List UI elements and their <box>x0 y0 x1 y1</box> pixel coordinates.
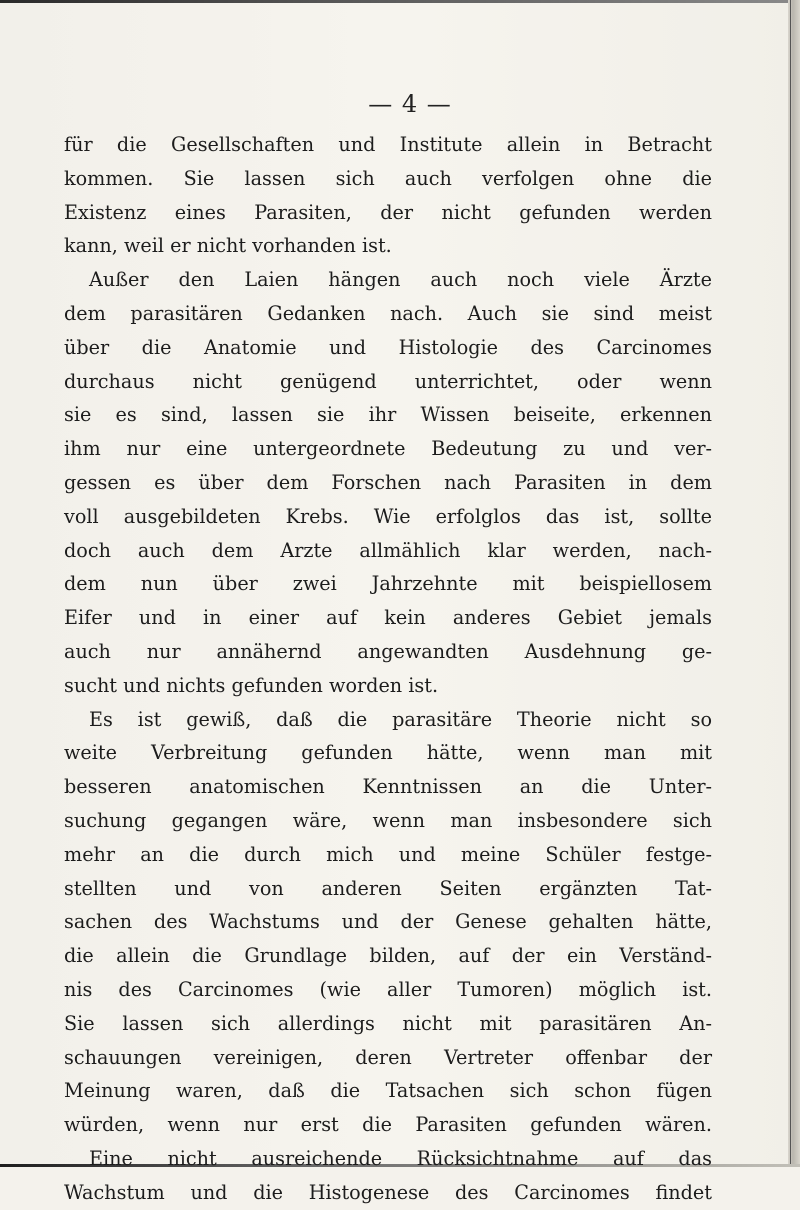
text-line: für die Gesellschaften und Institute allein in Betracht <box>64 133 712 156</box>
text-line: Sie lassen sich allerdings nicht mit parasitären An- <box>64 1011 712 1035</box>
text-line: kommen. Sie lassen sich auch verfolgen ohne die <box>64 166 712 190</box>
text-line: nis des Carcinomes (wie aller Tumoren) möglich ist. <box>64 977 712 1001</box>
text-line: Es ist gewiß, daß die parasitäre Theorie nicht so <box>89 707 712 731</box>
page-number: — 4 — <box>368 90 452 118</box>
text-line: kann, weil er nicht vorhanden ist. <box>64 234 392 258</box>
text-line: suchung gegangen wäre, wenn man insbesondere sich <box>64 808 712 832</box>
text-line: ihm nur eine untergeordnete Bedeutung zu und ver- <box>64 437 712 461</box>
body-text <box>64 128 712 1210</box>
text-line: dem parasitären Gedanken nach. Auch sie sind meist <box>64 301 712 325</box>
text-line: durchaus nicht genügend unterrichtet, oder wenn <box>64 369 712 393</box>
text-line: die allein die Grundlage bilden, auf der ein Verständ- <box>64 944 712 968</box>
text-line: voll ausgebildeten Krebs. Wie erfolglos das ist, sollte <box>64 504 712 528</box>
text-line: weite Verbreitung gefunden hätte, wenn man mit <box>64 741 712 765</box>
text-line: doch auch dem Arzte allmählich klar werden, nach- <box>64 538 712 562</box>
text-line: sie es sind, lassen sie ihr Wissen beiseite, erkennen <box>64 403 712 427</box>
text-line: sucht und nichts gefunden worden ist. <box>64 673 439 697</box>
text-line: würden, wenn nur erst die Parasiten gefunden wären. <box>64 1113 712 1137</box>
text-line: dem nun über zwei Jahrzehnte mit beispiellosem <box>64 572 712 596</box>
text-line: Außer den Laien hängen auch noch viele Ärzte <box>89 268 712 292</box>
text-line: sachen des Wachstums und der Genese gehalten hätte, <box>64 910 712 934</box>
text-line: stellten und von anderen Seiten ergänzten Tat- <box>64 876 712 900</box>
text-line: Existenz eines Parasiten, der nicht gefunden werden <box>64 200 712 224</box>
text-line: mehr an die durch mich und meine Schüler festge- <box>64 842 712 866</box>
text-line: Wachstum und die Histogenese des Carcinomes findet <box>64 1180 712 1204</box>
text-line: Meinung waren, daß die Tatsachen sich schon fügen <box>64 1079 712 1103</box>
text-line: besseren anatomischen Kenntnissen an die Unter- <box>64 775 712 799</box>
right-scan-edge <box>788 0 800 1167</box>
text-line: über die Anatomie und Histologie des Carcinomes <box>64 335 712 359</box>
text-line: Eine nicht ausreichende Rücksichtnahme auf das <box>89 1146 712 1170</box>
text-line: schauungen vereinigen, deren Vertreter offenbar der <box>64 1045 712 1069</box>
text-line: Eifer und in einer auf kein anderes Gebiet jemals <box>64 606 712 630</box>
text-line: gessen es über dem Forschen nach Parasiten in dem <box>64 470 712 494</box>
text-line: auch nur annähernd angewandten Ausdehnung ge- <box>64 639 712 663</box>
top-scan-edge <box>0 0 800 3</box>
